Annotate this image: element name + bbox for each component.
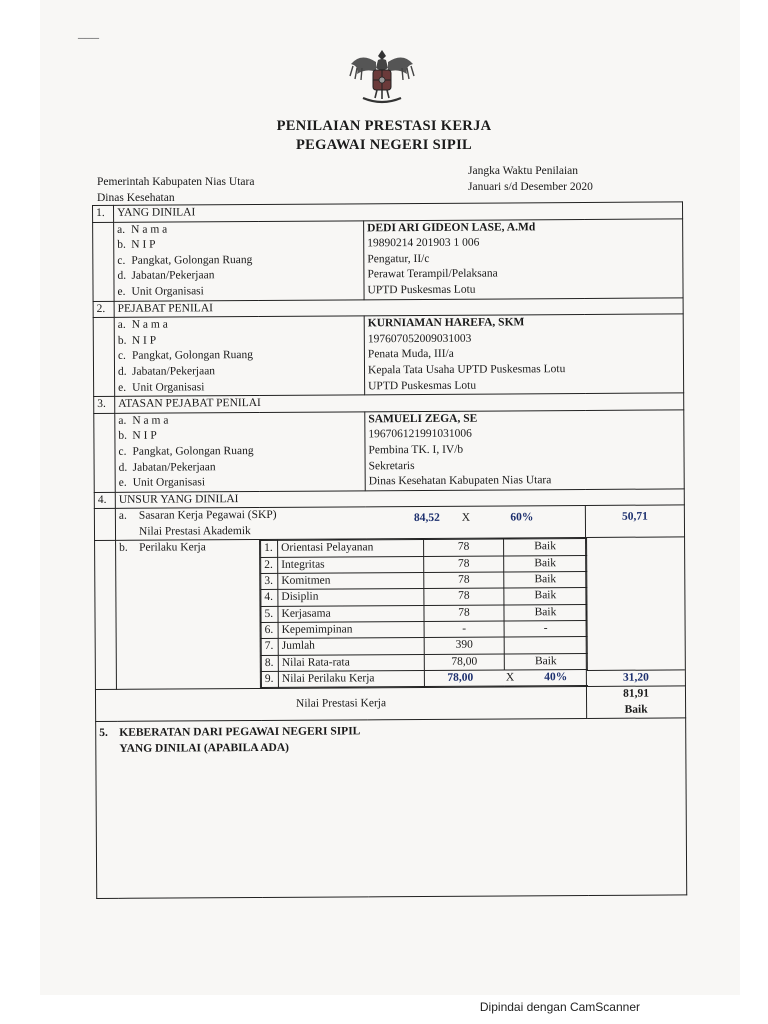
perilaku-item-row [261, 637, 587, 655]
perilaku-num: 7. [261, 639, 278, 655]
perilaku-letter: b. [119, 542, 128, 555]
spacer-cell [93, 222, 114, 301]
skp-weight: 60% [510, 511, 534, 524]
final-weight: 40% [544, 670, 568, 684]
perilaku-item-row [261, 620, 587, 638]
value-jabatan: Sekretaris [368, 459, 415, 472]
value-unit: UPTD Puskesmas Lotu [368, 379, 477, 392]
label-pangkat: Pangkat, Golongan Ruang [132, 444, 254, 458]
period-value: Januari s/d Desember 2020 [468, 181, 593, 193]
field-labels: a. N a m a b. N I P c. Pangkat, Golongan Ruang d. Jabatan/Pekerjaan e. Unit Organisasi [114, 220, 364, 300]
title-line-2: PEGAWAI NEGERI SIPIL [295, 137, 472, 153]
total-grade: Baik [624, 703, 648, 716]
label-unit: Unit Organisasi [132, 380, 205, 394]
section-1-body [93, 218, 683, 301]
perilaku-grade: Baik [504, 604, 587, 621]
period-label: Jangka Waktu Penilaian [468, 165, 579, 177]
skp-score: 84,52 [414, 512, 440, 525]
skp-label: Sasaran Kerja Pegawai (SKP) [138, 509, 277, 523]
section-2-body [93, 314, 683, 397]
keberatan-cell [96, 718, 687, 899]
label-nama: N a m a [131, 318, 168, 331]
section-3-body [94, 410, 684, 493]
section-title: YANG DINILAI [114, 202, 683, 222]
perilaku-item-row [261, 588, 587, 606]
perilaku-grade: Baik [504, 588, 587, 605]
org-name: Pemerintah Kabupaten Nias Utara [97, 176, 255, 188]
total-label: Nilai Prestasi Kerja [95, 687, 586, 722]
field-values [364, 218, 683, 299]
perilaku-num: 8. [261, 655, 278, 671]
perilaku-grade: - [504, 620, 587, 637]
perilaku-score: 390 [424, 637, 504, 654]
perilaku-grade: Baik [504, 572, 587, 589]
keberatan-subtitle: YANG DINILAI (APABILA ADA) [119, 741, 290, 755]
total-row [95, 686, 685, 722]
section-title: UNSUR YANG DINILAI [115, 489, 684, 509]
label-nip: N I P [132, 429, 157, 443]
label-unit: Unit Organisasi [131, 285, 204, 298]
label-jabatan: Jabatan/Pekerjaan [131, 269, 215, 283]
label-unit: Unit Organisasi [132, 476, 206, 489]
perilaku-score: 78 [424, 572, 504, 589]
perilaku-score: 78 [424, 556, 504, 573]
section-title: ATASAN PEJABAT PENILAI [115, 393, 684, 413]
assessment-form [92, 201, 687, 899]
value-jabatan: Kepala Tata Usaha UPTD Puskesmas Lotu [367, 363, 566, 377]
perilaku-score: - [424, 621, 504, 638]
spacer-cell [94, 413, 115, 492]
perilaku-grade: Baik [504, 555, 587, 572]
scanner-watermark: Dipindai dengan CamScanner [479, 1000, 640, 1014]
label-jabatan: Jabatan/Pekerjaan [131, 365, 216, 378]
perilaku-name: Jumlah [278, 638, 424, 655]
skp-cell [115, 506, 585, 541]
value-pangkat: Pengatur, II/c [367, 252, 430, 266]
spacer-cell [95, 541, 117, 690]
perilaku-num: 9. [261, 671, 278, 687]
field-labels: a. N a m a b. N I P c. Pangkat, Golongan Ruang d. Jabatan/Pekerjaan e. Unit Organisasi [114, 316, 364, 396]
section-number: 1. [93, 205, 114, 222]
value-nip: 19890214 201903 1 006 [367, 236, 480, 250]
perilaku-item-row [261, 653, 587, 671]
perilaku-num: 3. [261, 573, 278, 589]
perilaku-num: 5. [261, 606, 278, 622]
value-jabatan: Perawat Terampil/Pelaksana [367, 267, 498, 281]
value-pangkat: Penata Muda, III/a [367, 348, 454, 361]
perilaku-final-row [261, 669, 587, 687]
perilaku-item-row [261, 604, 587, 622]
section-number: 2. [93, 301, 114, 318]
perilaku-name: Disiplin [278, 589, 424, 606]
label-jabatan: Jabatan/Pekerjaan [132, 460, 216, 474]
org-department: Dinas Kesehatan [97, 192, 175, 204]
value-nama: DEDI ARI GIDEON LASE, A.Md [367, 220, 536, 234]
perilaku-grade [504, 637, 587, 654]
perilaku-result: 31,20 [587, 670, 685, 687]
title-line-1: PENILAIAN PRESTASI KERJA [276, 118, 492, 134]
section-number: 5. [99, 727, 108, 740]
spacer-cell [93, 318, 114, 397]
perilaku-num: 1. [261, 541, 278, 557]
perilaku-result-cell [586, 537, 686, 686]
section-number: 3. [94, 396, 115, 413]
perilaku-item-row [261, 539, 587, 557]
field-values [364, 314, 683, 395]
perilaku-name: Kepemimpinan [278, 621, 424, 638]
perilaku-name: Kerjasama [278, 605, 424, 622]
field-values [365, 410, 684, 491]
final-score: 78,00 [447, 671, 474, 684]
scan-mark: ___ [78, 26, 99, 41]
skp-row [94, 505, 684, 541]
garuda-emblem-icon [347, 46, 417, 108]
perilaku-num: 6. [261, 622, 278, 638]
value-nama: KURNIAMAN HAREFA, SKM [367, 316, 525, 330]
label-nama: N a m a [132, 414, 169, 427]
label-nip: N I P [131, 334, 157, 347]
value-unit: Dinas Kesehatan Kabupaten Nias Utara [368, 474, 552, 488]
perilaku-label: Perilaku Kerja [139, 541, 206, 555]
perilaku-grade: Baik [504, 653, 587, 670]
skp-sublabel: Nilai Prestasi Akademik [138, 524, 251, 538]
perilaku-item-row [261, 555, 587, 573]
perilaku-name: Nilai Rata-rata [278, 654, 424, 671]
final-times: X [505, 671, 515, 684]
section-number: 4. [94, 492, 115, 509]
perilaku-name: Orientasi Pelayanan [278, 540, 424, 557]
perilaku-table-cell [260, 538, 587, 689]
skp-times: X [461, 511, 471, 525]
value-nip: 196706121991031006 [368, 427, 472, 441]
total-cell [586, 686, 685, 719]
perilaku-final-calc [424, 669, 587, 686]
perilaku-name: Komitmen [278, 573, 424, 590]
keberatan-title: KEBERATAN DARI PEGAWAI NEGERI SIPIL [119, 725, 361, 740]
label-nama: N a m a [131, 223, 168, 236]
skp-result: 50,71 [585, 505, 684, 538]
perilaku-row [95, 537, 686, 689]
perilaku-score: 78 [424, 539, 504, 556]
label-nip: N I P [131, 238, 156, 251]
perilaku-grade: Baik [504, 539, 587, 556]
perilaku-table [260, 538, 588, 688]
perilaku-score: 78 [424, 588, 504, 605]
perilaku-name: Integritas [278, 556, 424, 573]
perilaku-name: Nilai Perilaku Kerja [278, 670, 424, 687]
value-nip: 197607052009031003 [367, 332, 472, 346]
field-labels: a. N a m a b. N I P c. Pangkat, Golongan Ruang d. Jabatan/Pekerjaan e. Unit Organisasi [115, 412, 365, 492]
value-pangkat: Pembina TK. I, IV/b [368, 443, 464, 457]
label-pangkat: Pangkat, Golongan Ruang [131, 253, 253, 267]
perilaku-cell [116, 540, 261, 690]
total-value: 81,91 [623, 687, 649, 700]
spacer-cell [94, 509, 115, 541]
value-nama: SAMUELI ZEGA, SE [368, 412, 478, 426]
perilaku-num: 2. [261, 557, 278, 573]
perilaku-score: 78 [424, 605, 504, 622]
keberatan-row [96, 718, 687, 899]
perilaku-item-row [261, 572, 587, 590]
label-pangkat: Pangkat, Golongan Ruang [131, 349, 254, 363]
section-title: PEJABAT PENILAI [114, 297, 683, 317]
value-unit: UPTD Puskesmas Lotu [367, 283, 476, 297]
perilaku-score: 78,00 [424, 654, 504, 671]
perilaku-num: 4. [261, 590, 278, 606]
skp-letter: a. [118, 510, 127, 523]
